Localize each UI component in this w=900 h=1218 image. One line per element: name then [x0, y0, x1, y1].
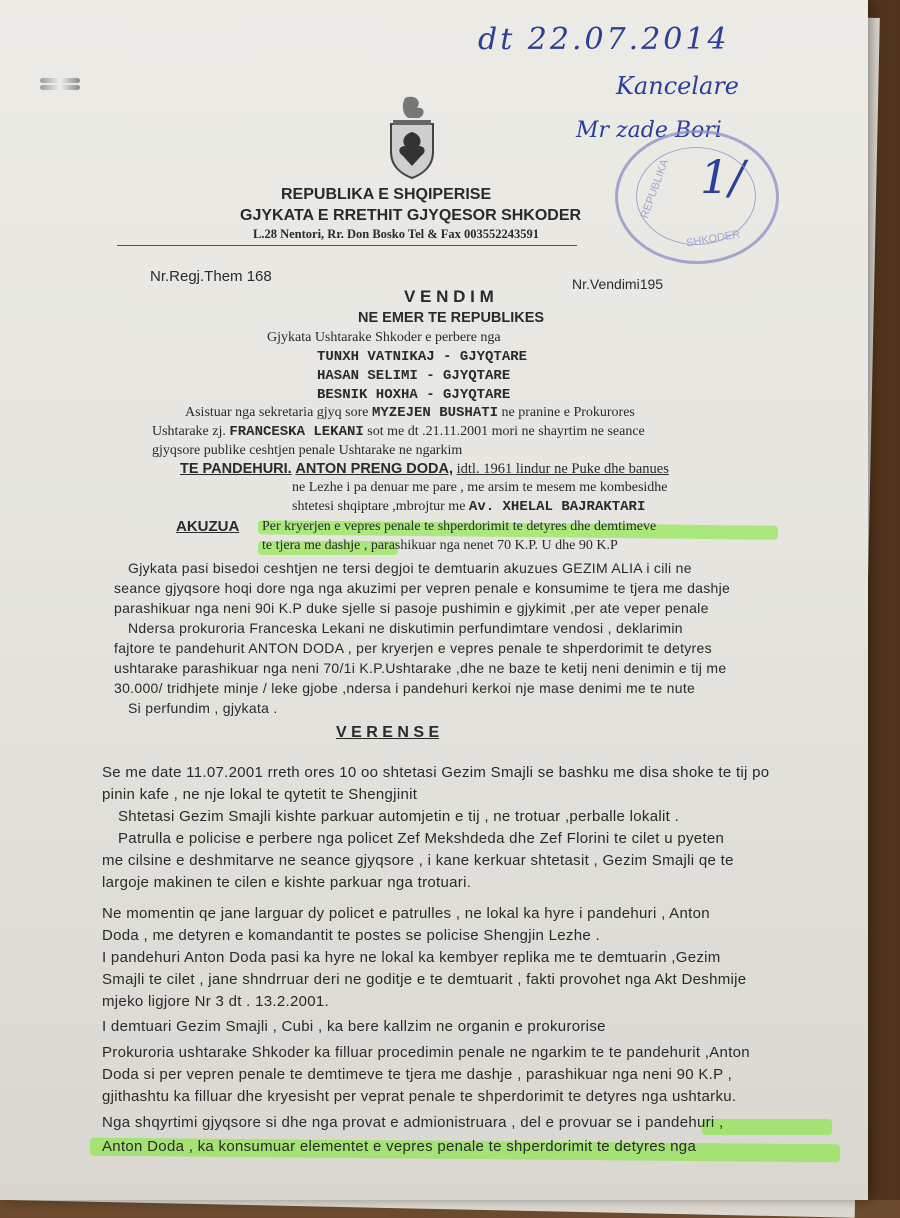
section-heading: V E R E N S E [336, 724, 440, 741]
body-line: Se me date 11.07.2001 rreth ores 10 oo shtetasi Gezim Smajli se bashku me disa shoke te tij po [102, 764, 770, 781]
body-line: ne Lezhe i pa denuar me pare , me arsim te mesem me kombesidhe [292, 480, 668, 495]
document-subtitle: NE EMER TE REPUBLIKES [358, 310, 545, 326]
body-line: Prokuroria ushtarake Shkoder ka filluar procedimin penale ne ngarkim te te pandehurit ,Anton [102, 1044, 750, 1061]
body-line: mjeko ligjore Nr 3 dt . 13.2.2001. [102, 993, 329, 1010]
judge-line: BESNIK HOXHA - GJYQTARE [317, 387, 511, 403]
body-line: Si perfundim , gjykata . [128, 700, 278, 716]
body-line: Doda , me detyren e komandantit te postes se policise Shengjin Lezhe . [102, 927, 600, 944]
body-line: I pandehuri Anton Doda pasi ka hyre ne lokal ka kembyer replika me te demtuarin ,Gezim [102, 949, 721, 966]
coat-of-arms-icon [383, 94, 441, 180]
accusation-label: AKUZUA [176, 518, 240, 535]
official-stamp: REPUBLIKA SHKODER [615, 130, 779, 264]
body-line: gjyqsore publike ceshtjen penale Ushtarake ne ngarkim [152, 443, 463, 458]
handwritten-mark: 1/ [700, 150, 745, 204]
body-line: Anton Doda , ka konsumuar elementet e vepres penale te shperdorimit te detyres nga [102, 1138, 697, 1155]
defendant-line: TE PANDEHURI. ANTON PRENG DODA, idtl. 1961 lindur ne Puke dhe banues [180, 461, 669, 477]
body-line: Asistuar nga sekretaria gjyq sore MYZEJEN BUSHATI ne pranine e Prokurores [185, 405, 635, 421]
body-line: Patrulla e policise e perbere nga policet Zef Mekshdeda dhe Zef Florini te cilet u pyeten [118, 830, 725, 847]
body-line: Shtetasi Gezim Smajli kishte parkuar automjetin e tij , ne trotuar ,perballe lokalit . [118, 808, 680, 825]
binder-ring [40, 78, 80, 83]
binder-ring [40, 85, 80, 90]
body-line: Smajli te cilet , jane shndrruar deri ne goditje e te demtuarit , fakti provohet nga Akt Deshmije [102, 971, 747, 988]
body-line: Doda si per vepren penale te demtimeve te tjera me dashje , parashikuar nga neni 90 K.P , [102, 1066, 733, 1083]
judge-line: TUNXH VATNIKAJ - GJYQTARE [317, 349, 528, 365]
accusation-text: te tjera me dashje , parashikuar nga nenet 70 K.P. U dhe 90 K.P [262, 538, 618, 553]
accusation-text: Per kryerjen e vepres penale te shperdorimit te detyres dhe demtimeve [262, 519, 657, 534]
handwritten-note: Mr zade Bori [576, 118, 722, 143]
body-line: Ndersa prokuroria Franceska Lekani ne diskutimin perfundimtare vendosi , deklarimin [128, 620, 683, 636]
body-line: fajtore te pandehurit ANTON DODA , per kryerjen e vepres penale te shperdorimit te detyres [114, 640, 712, 656]
body-line: largoje makinen te cilen e kishte parkuar nga trotuari. [102, 874, 472, 891]
body-line: Nga shqyrtimi gjyqsore si dhe nga provat e admionistruara , del e provuar se i pandehuri , [102, 1114, 724, 1131]
body-line: Ushtarake zj. FRANCESKA LEKANI sot me dt .21.11.2001 mori ne shayrtim ne seance [152, 424, 645, 440]
handwritten-date: dt 22.07.2014 [478, 22, 730, 57]
body-line: 30.000/ tridhjete minje / leke gjobe ,ndersa i pandehuri kerkoi nje mase denimi me te nute [114, 680, 696, 696]
body-line: ushtarake parashikuar nga neni 70/1i K.P.Ushtarake ,dhe ne baze te ketij neni denimin e tij me [114, 660, 727, 676]
judge-line: HASAN SELIMI - GJYQTARE [317, 368, 511, 384]
body-line: pinin kafe , ne nje lokal te qytetit te Shengjinit [102, 786, 418, 803]
body-line: seance gjyqsore hoqi dore nga nga akuzimi per vepren penale e konsumime te tjera me dashje [114, 580, 731, 596]
header-divider [117, 245, 577, 246]
registry-number: Nr.Regj.Them 168 [150, 268, 272, 285]
body-line: gjithashtu ka filluar dhe kryesisht per veprat penale te shperdorimit te detyres nga ushtarku. [102, 1088, 737, 1105]
document-title: V E N D I M [404, 287, 494, 306]
handwritten-note: Kancelare [616, 72, 739, 100]
decision-number: Nr.Vendimi195 [572, 276, 664, 292]
court-intro: Gjykata Ushtarake Shkoder e perbere nga [267, 330, 501, 345]
body-line: me cilsine e deshmitarve ne seance gjyqsore , i kane kerkuar shtetasit , Gezim Smajli qe te [102, 852, 734, 869]
body-line: shtetesi shqiptare ,mbrojtur me Av. XHELAL BAJRAKTARI [292, 499, 646, 515]
body-line: Gjykata pasi bisedoi ceshtjen ne tersi degjoi te demtuarin akuzues GEZIM ALIA i cili ne [128, 560, 692, 576]
body-line: I demtuari Gezim Smajli , Cubi , ka bere kallzim ne organin e prokurorise [102, 1018, 606, 1035]
republic-name: REPUBLIKA E SHQIPERISE [281, 186, 492, 203]
court-name: GJYKATA E RRETHIT GJYQESOR SHKODER [240, 207, 582, 224]
body-line: Ne momentin qe jane larguar dy policet e patrulles , ne lokal ka hyre i pandehuri , Anton [102, 905, 710, 922]
court-address: L.28 Nentori, Rr. Don Bosko Tel & Fax 003552243591 [253, 227, 540, 241]
body-line: parashikuar nga neni 90i K.P duke sjelle si pasoje pushimin e gjykimit ,per ate veper penale [114, 600, 709, 616]
